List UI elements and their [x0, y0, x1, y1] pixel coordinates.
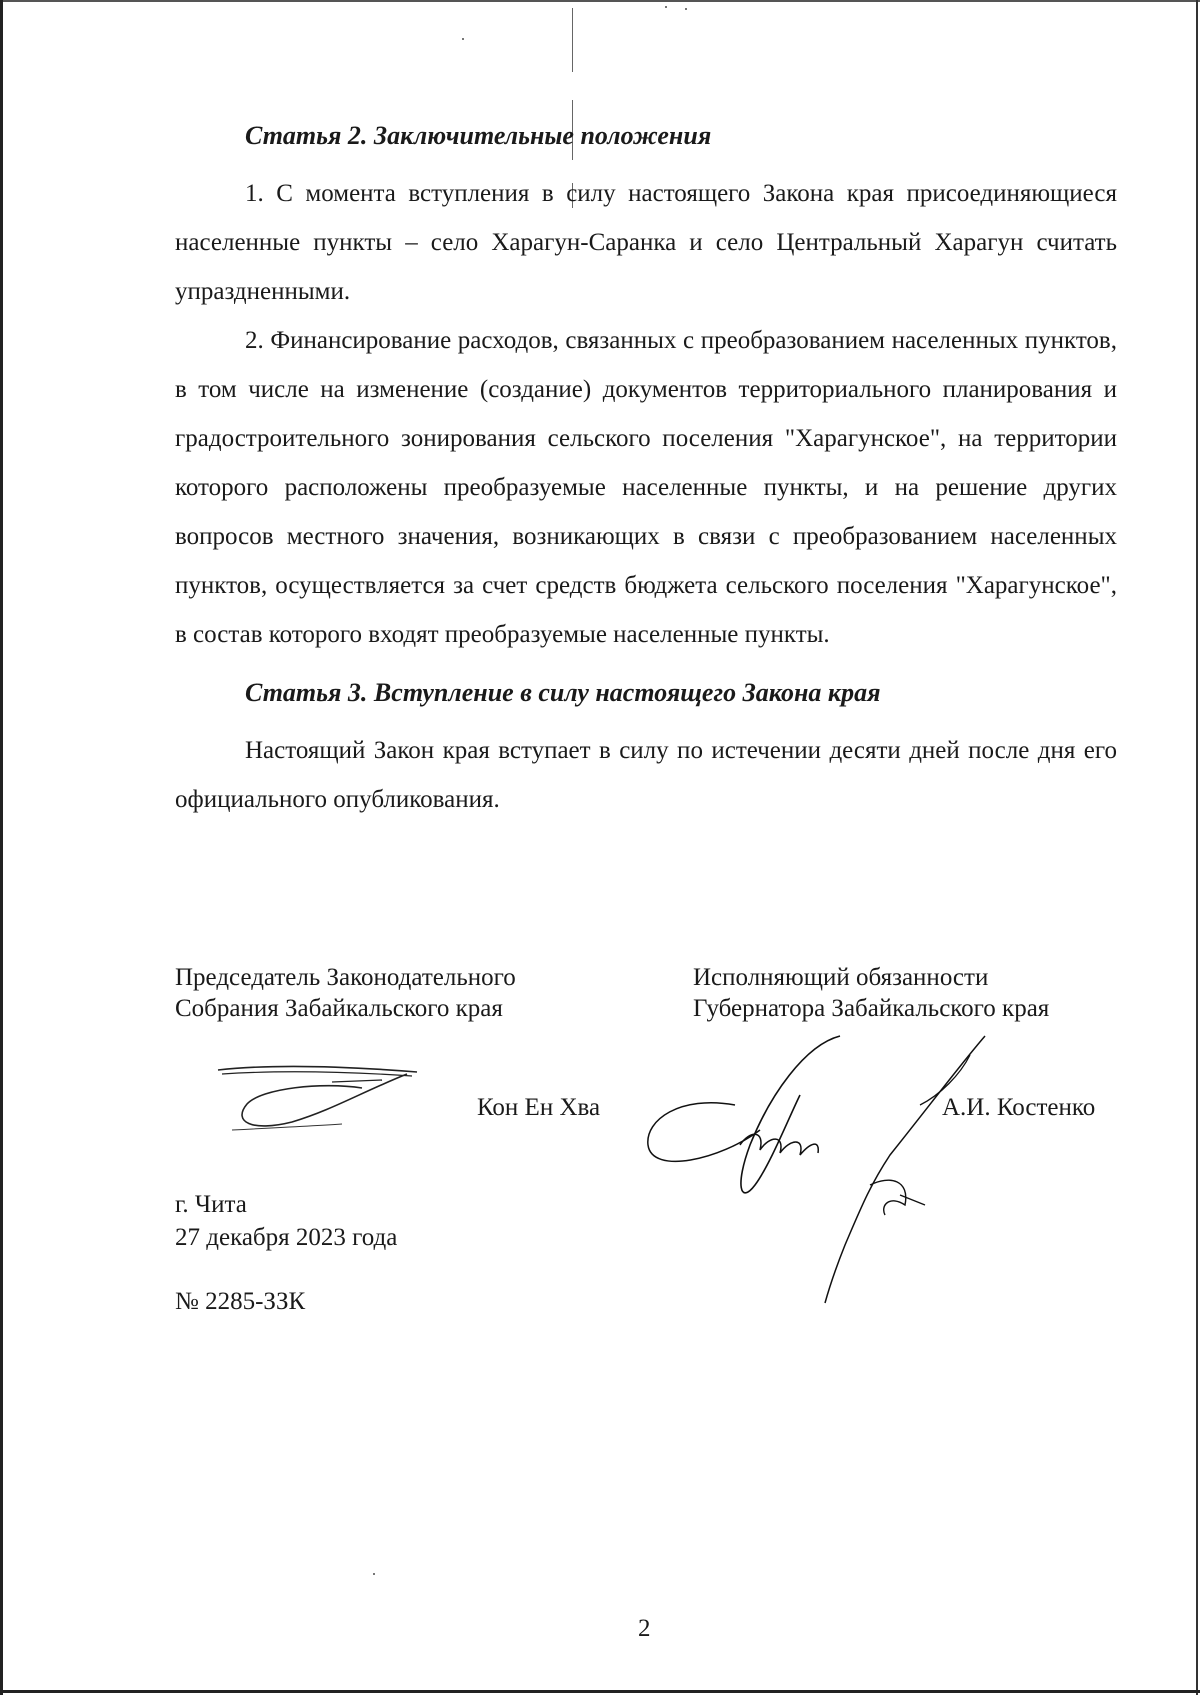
signature-right: [640, 1035, 1010, 1305]
scan-artifact-line: [572, 8, 573, 72]
document-number: № 2285-ЗЗК: [175, 1288, 306, 1315]
article-3-heading: Статья 3. Вступление в силу настоящего Закона края: [245, 678, 881, 708]
signatory-right-name: А.И. Костенко: [942, 1094, 1096, 1121]
page-number: 2: [638, 1615, 651, 1642]
place: г. Чита: [175, 1191, 247, 1218]
article-2-heading: Статья 2. Заключительные положения: [245, 121, 712, 150]
signatory-left-name: Кон Ен Хва: [477, 1094, 601, 1121]
article-2-paragraph-2: 2. Финансирование расходов, связанных с преобразованием населенных пунктов, в том числе на изменение (создание) документов территориального планирования и градостроительного зонирования сельского поселения "Харагунское", на территории которого расположены преобразуемые населенные пункты, и на решение других вопросов местного значения, возникающих в связи с преобразованием населенных пунктов, осуществляется за счет средств бюджета сельского поселения "Харагунское", в состав которого входят преобразуемые населенные пункты.: [175, 327, 1117, 649]
signatory-right-title-line2: Губернатора Забайкальского края: [693, 995, 1050, 1022]
document-body: [175, 120, 1117, 842]
signatory-left-title: [175, 962, 516, 1024]
scan-artifact-dot: [665, 6, 667, 8]
signatory-left-title-line2: Собрания Забайкальского края: [175, 995, 503, 1022]
article-3: [175, 677, 1117, 824]
signature-left: [212, 1052, 432, 1142]
scan-artifact-dot: [685, 8, 687, 10]
date: 27 декабря 2023 года: [175, 1224, 398, 1251]
article-2-paragraph-1: 1. С момента вступления в силу настоящего Закона края присоединяющиеся населенные пункты – село Харагун-Саранка и село Центральный Харагун считать упраздненными.: [175, 180, 1117, 306]
scan-artifact-dot: [373, 1573, 375, 1575]
scan-border-bottom: [0, 1690, 1200, 1693]
article-3-paragraph-1: Настоящий Закон края вступает в силу по истечении десяти дней после дня его официального опубликования.: [175, 737, 1117, 814]
scan-artifact-dot: [462, 38, 464, 40]
place-and-date: [175, 1188, 397, 1254]
signatory-right-title-line1: Исполняющий обязанности: [693, 964, 989, 991]
article-2: [175, 120, 1117, 659]
scan-border-right: [1196, 0, 1198, 1695]
scan-border-left: [0, 0, 3, 1695]
signatory-left-title-line1: Председатель Законодательного: [175, 964, 516, 991]
scan-border-top: [0, 0, 1200, 2]
signatory-right-title: [693, 962, 1049, 1024]
